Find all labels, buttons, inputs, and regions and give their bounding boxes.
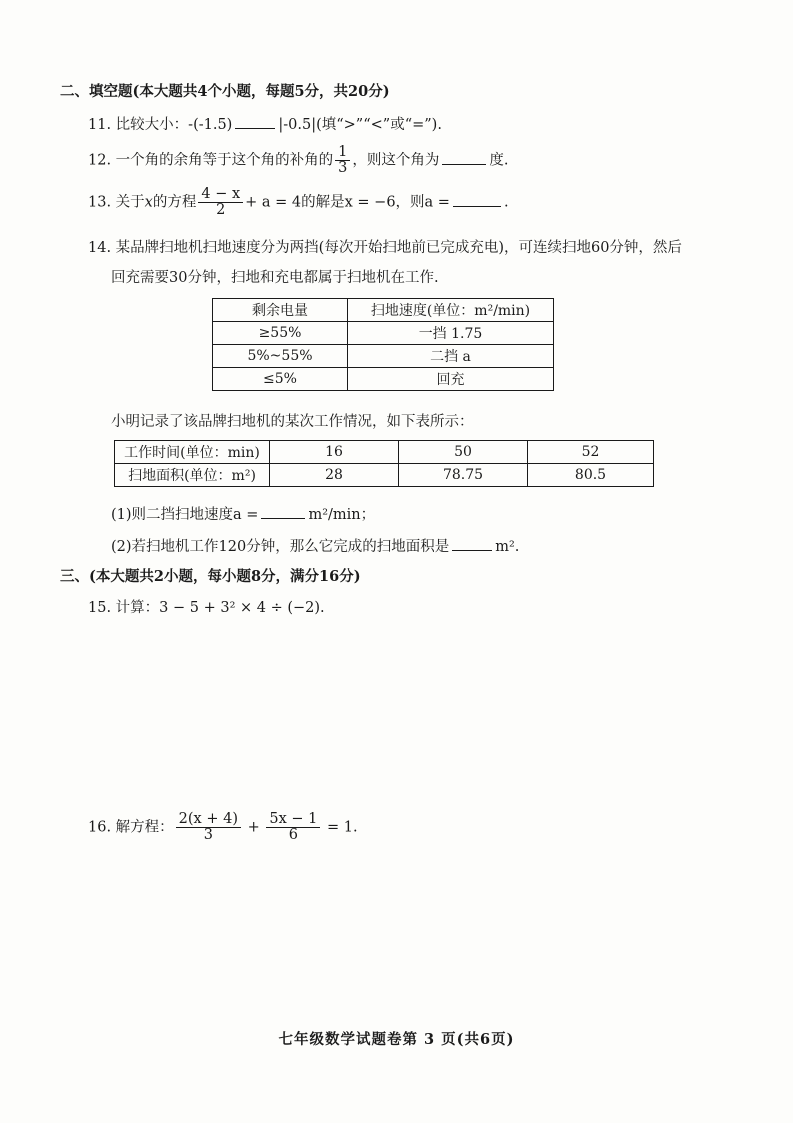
table-cell: ≥55% <box>213 322 348 345</box>
table-cell: 50 <box>399 441 528 464</box>
table-row <box>213 345 554 368</box>
question-text: . <box>503 194 509 211</box>
table-row <box>213 322 554 345</box>
fraction-denominator: 2 <box>216 202 226 219</box>
fraction-numerator: 2(x + 4) <box>176 812 241 828</box>
question-16 <box>88 812 358 843</box>
question-11 <box>88 113 442 134</box>
fraction <box>176 812 241 843</box>
fraction <box>266 812 320 843</box>
question-text: |-0.5|(填“>”“<”或“=”). <box>278 117 442 133</box>
fraction-numerator: 1 <box>335 145 350 161</box>
question-number: 14. <box>88 240 112 256</box>
table-header-cell: 扫地速度(单位：m²/min) <box>348 299 554 322</box>
question-text: 一个角的余角等于这个角的补角的 <box>115 152 334 169</box>
table-cell: 5%~55% <box>213 345 348 368</box>
question-13 <box>88 187 509 218</box>
question-text: 计算：3 − 5 + 3² × 4 ÷ (−2). <box>115 600 325 616</box>
table-cell: 52 <box>528 441 654 464</box>
table-header-cell: 剩余电量 <box>213 299 348 322</box>
question-text: (2)若扫地机工作120分钟，那么它完成的扫地面积是 <box>111 539 450 555</box>
table-cell: ≤5% <box>213 368 348 391</box>
section-2-title: 二、填空题(本大题共4个小题，每题5分，共20分) <box>60 83 390 100</box>
answer-blank[interactable] <box>442 149 486 165</box>
question-text: m². <box>495 539 520 555</box>
question-text: m²/min； <box>308 507 376 523</box>
plus-sign: + <box>247 819 260 836</box>
table-cell: 16 <box>270 441 399 464</box>
work-record-table <box>114 440 654 487</box>
table-cell: 80.5 <box>528 464 654 487</box>
fraction <box>335 145 350 176</box>
table-cell: 28 <box>270 464 399 487</box>
table-cell: 一挡 1.75 <box>348 322 554 345</box>
answer-blank[interactable] <box>261 503 305 519</box>
table-row <box>213 368 554 391</box>
fraction <box>198 187 243 218</box>
question-14-part-1 <box>111 503 375 524</box>
answer-blank[interactable] <box>452 535 492 551</box>
question-14-line-1 <box>88 236 682 257</box>
speed-table <box>212 298 554 391</box>
question-text: + a = 4的解是x = −6，则a = <box>245 194 450 211</box>
question-text: 的方程 <box>152 194 197 211</box>
table-row <box>115 441 654 464</box>
answer-blank[interactable] <box>235 113 275 129</box>
fraction-numerator: 5x − 1 <box>266 812 320 828</box>
question-number: 11. <box>88 117 112 133</box>
fraction-denominator: 3 <box>203 827 213 844</box>
section-3-title: 三、(本大题共2小题，每小题8分，满分16分) <box>60 568 361 585</box>
question-14-line-2: 回充需要30分钟，扫地和充电都属于扫地机在工作. <box>111 270 439 286</box>
question-number: 12. <box>88 152 112 169</box>
question-text: 解方程： <box>115 819 174 836</box>
question-text: 某品牌扫地机扫地速度分为两挡(每次开始扫地前已完成充电)，可连续扫地60分钟，然后 <box>115 240 682 256</box>
page-footer: 七年级数学试题卷第 3 页(共6页) <box>278 1031 515 1048</box>
question-text: ，则这个角为 <box>352 152 440 169</box>
fraction-numerator: 4 − x <box>198 187 243 203</box>
question-text: 关于 <box>115 194 145 211</box>
table-cell: 78.75 <box>399 464 528 487</box>
question-number: 15. <box>88 600 112 616</box>
variable-x: x <box>144 194 153 211</box>
record-description: 小明记录了该品牌扫地机的某次工作情况，如下表所示： <box>111 414 474 430</box>
table-cell: 工作时间(单位：min) <box>115 441 270 464</box>
question-15 <box>88 596 325 617</box>
question-14-part-2 <box>111 535 519 556</box>
question-text: (1)则二挡扫地速度a = <box>111 507 259 523</box>
table-header-row <box>213 299 554 322</box>
question-number: 16. <box>88 819 112 836</box>
question-text: 比较大小：-(-1.5) <box>115 117 233 133</box>
fraction-denominator: 3 <box>338 160 348 177</box>
table-cell: 二挡 a <box>348 345 554 368</box>
table-row <box>115 464 654 487</box>
table-cell: 扫地面积(单位：m²) <box>115 464 270 487</box>
fraction-denominator: 6 <box>288 827 298 844</box>
table-cell: 回充 <box>348 368 554 391</box>
question-text: = 1. <box>326 819 358 836</box>
question-number: 13. <box>88 194 112 211</box>
question-text: 度. <box>489 152 509 169</box>
answer-blank[interactable] <box>453 191 501 207</box>
question-12 <box>88 145 509 176</box>
